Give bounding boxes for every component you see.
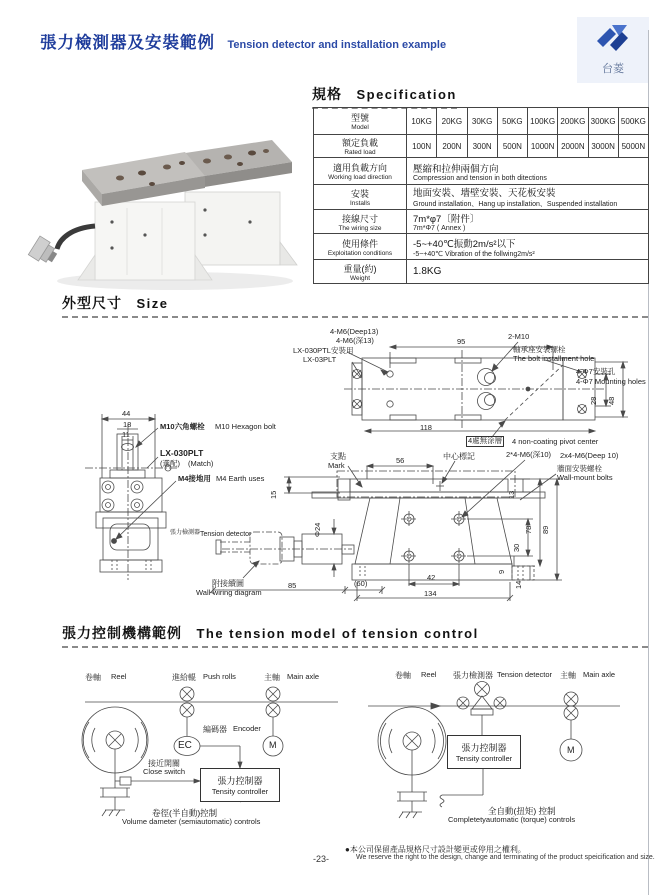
dim-18: 18 xyxy=(123,420,132,429)
right-detector-en: Tension detector xyxy=(497,670,553,679)
left-encoder-en: Encoder xyxy=(233,724,261,733)
model-value: 10KG xyxy=(407,108,437,135)
conditions-value-zh: -5~+40℃振動2m/s²以下 xyxy=(413,238,516,250)
left-controller-zh: 張力控制器 xyxy=(217,776,263,786)
dim-89: 89 xyxy=(541,525,550,534)
model-value: 50KG xyxy=(497,108,527,135)
spec-heading-en: Specification xyxy=(356,87,457,102)
model-value: 200KG xyxy=(558,108,588,135)
wiring-value-en: 7m*Φ7 ( Annex ) xyxy=(413,225,466,232)
row-label-zh: 額定負載 xyxy=(341,138,378,148)
left-encoder-zh: 編碼器 xyxy=(203,725,227,734)
label-holes-zh: 4-Φ7安裝孔 xyxy=(576,367,616,376)
right-reel-en: Reel xyxy=(421,670,437,679)
right-controller-zh: 張力控制器 xyxy=(461,743,507,753)
brand-logo-text: 台菱 xyxy=(602,63,624,75)
spec-heading xyxy=(312,84,457,109)
load-value: 5000N xyxy=(618,135,648,158)
label-lx030ptl: LX-030PTL安裝用 xyxy=(293,346,354,355)
dim-78: 78 xyxy=(524,525,533,534)
row-label-en: Weight xyxy=(350,274,370,282)
label-wiring-en: Wall-wiring diagram xyxy=(196,588,262,597)
row-label-en: The wiring size xyxy=(338,224,382,232)
dim-30: 30 xyxy=(512,543,521,552)
label-lx030plt: LX-030PLT xyxy=(160,448,204,458)
size-heading-zh: 外型尺寸 xyxy=(62,295,122,311)
row-label-en: Working load direction xyxy=(328,174,392,181)
spec-heading-zh: 規格 xyxy=(312,86,342,102)
model-value: 100KG xyxy=(528,108,558,135)
footer-note-en: We reserve the right to the design, change and terminating of the product speicification and size. xyxy=(356,854,655,861)
dim-118: 118 xyxy=(420,423,432,432)
load-value: 300N xyxy=(467,135,497,158)
dim-95: 95 xyxy=(457,337,466,346)
right-caption-zh: 全自動(扭矩) 控制 xyxy=(488,806,556,816)
table-row xyxy=(314,185,649,210)
right-main-zh: 主軸 xyxy=(560,671,576,680)
tension-heading-zh: 張力控制機構範例 xyxy=(62,625,182,641)
left-tension-controller xyxy=(200,768,280,802)
label-holes-en: 4-Φ7 Mounting holes xyxy=(576,377,646,386)
row-label-en: Exploitation conditions xyxy=(327,249,393,257)
tension-heading xyxy=(62,623,648,648)
size-heading xyxy=(62,293,648,318)
row-label-zh: 使用條件 xyxy=(341,238,378,249)
row-label-zh: 安裝 xyxy=(350,189,369,199)
right-caption-en: Completetyautomatic (torque) controls xyxy=(448,815,576,824)
model-value: 300KG xyxy=(588,108,618,135)
spec-table xyxy=(313,107,649,284)
wiring-value-zh: 7m*φ7〔附件〕 xyxy=(413,214,480,225)
dim-42: 42 xyxy=(427,573,436,582)
right-main-en: Main axle xyxy=(583,670,616,679)
page-title-zh: 張力檢測器及安裝範例 xyxy=(40,34,215,52)
label-center-mark: 中心標記 xyxy=(443,452,475,461)
load-value: 500N xyxy=(497,135,527,158)
label-detector-en: Tension detector xyxy=(200,531,252,538)
left-switch-zh: 接近開關 xyxy=(148,759,180,768)
row-label-zh: 接線尺寸 xyxy=(341,213,378,224)
left-push-en: Push rolls xyxy=(203,672,236,681)
model-value: 20KG xyxy=(437,108,467,135)
left-ec-label: EC xyxy=(178,740,192,751)
row-label-zh: 型號 xyxy=(350,113,369,123)
dim-48: 48 xyxy=(607,396,616,405)
label-m4-en: M4 Earth uses xyxy=(216,474,265,483)
label-wiring-zh: 附接續圖 xyxy=(212,579,244,588)
load-value: 2000N xyxy=(558,135,588,158)
size-heading-en: Size xyxy=(136,296,169,311)
dim-phi24: Φ24 xyxy=(313,522,322,537)
dim-14: 14 xyxy=(514,580,523,589)
label-detector-zh: 張力檢測器 xyxy=(170,530,201,536)
dim-56: 56 xyxy=(396,456,405,465)
label-m10-zh: M10六角螺栓 xyxy=(160,422,205,431)
row-label-zh: 適用負載方向 xyxy=(332,163,387,173)
footer-note-zh: ●本公司保留產品規格尺寸設計變更或停用之權利。 xyxy=(345,845,526,854)
label-wall-zh: 牆面安裝螺栓 xyxy=(557,464,602,473)
right-reel-zh: 卷軸 xyxy=(395,671,411,680)
load-value: 100N xyxy=(407,135,437,158)
brand-logo xyxy=(577,17,649,83)
dim-60: (60) xyxy=(354,579,368,588)
table-row xyxy=(314,158,649,185)
model-value: 500KG xyxy=(618,108,648,135)
direction-value-en: Compression and tension in both ditections xyxy=(413,174,547,182)
label-2x4m6-en: 2x4-M6(Deep 10) xyxy=(560,451,619,460)
left-reel-zh: 卷軸 xyxy=(85,673,101,682)
row-label-zh: 重量(約) xyxy=(343,263,377,274)
dim-134: 134 xyxy=(424,589,437,598)
dim-44: 44 xyxy=(122,409,131,418)
label-2m10: 2-M10 xyxy=(508,332,530,341)
table-row xyxy=(314,135,649,158)
left-controller-en: Tensity controller xyxy=(211,787,269,796)
dim-11: 11 xyxy=(122,430,130,439)
weight-value: 1.8KG xyxy=(413,266,442,277)
label-bolt-zh: 軸承座安裝螺栓 xyxy=(513,345,566,354)
tension-heading-en: The tension model of tension control xyxy=(196,626,479,641)
label-match-zh: (選配) xyxy=(160,459,180,468)
page-title-en: Tension detector and installation example xyxy=(227,39,447,51)
left-push-zh: 進給輥 xyxy=(172,673,196,682)
label-lx03plt: LX-03PLT xyxy=(303,355,337,364)
direction-value-zh: 壓縮和拉伸兩個方向 xyxy=(413,163,499,175)
label-mark-en: Mark xyxy=(328,461,345,470)
product-photo xyxy=(28,140,297,290)
row-label-en: Model xyxy=(351,124,369,131)
table-row xyxy=(314,210,649,234)
label-m10-en: M10 Hexagon bolt xyxy=(215,422,276,431)
right-controller-en: Tensity controller xyxy=(455,754,513,763)
brand-logo-icon xyxy=(595,23,631,55)
label-4m6-zh: 4-M6(深13) xyxy=(336,336,374,345)
row-label-en: Installs xyxy=(349,200,371,207)
label-wall-en: Wall-mount bolts xyxy=(557,473,613,482)
load-value: 200N xyxy=(437,135,467,158)
label-4m6-en: 4-M6(Deep13) xyxy=(330,327,379,336)
load-value: 1000N xyxy=(528,135,558,158)
label-noncoat-zh: 4處無涂層 xyxy=(468,436,503,445)
right-detector-zh: 張力檢測器 xyxy=(453,671,493,680)
left-main-zh: 主軸 xyxy=(264,673,280,682)
page-number: -23- xyxy=(313,854,330,864)
load-value: 3000N xyxy=(588,135,618,158)
installs-value-en: Ground installation、Hang up installation、Suspended installation xyxy=(413,201,618,208)
front-view-drawing xyxy=(85,414,282,580)
dim-13: 13 xyxy=(507,490,516,499)
table-row xyxy=(314,108,649,135)
dim-28: 28 xyxy=(589,396,598,405)
label-noncoat-en: 4 non-coating pivot center xyxy=(512,437,599,446)
dim-9: 9 xyxy=(497,569,506,574)
label-bolt-en: The bolt installment hole xyxy=(513,354,595,363)
table-row xyxy=(314,234,649,260)
left-main-en: Main axle xyxy=(287,672,320,681)
conditions-value-en: -5~+40℃ Vibration of the follwing2m/s² xyxy=(413,250,535,258)
left-caption-zh: 卷徑(半自動)控制 xyxy=(152,808,218,818)
left-motor-label: M xyxy=(269,740,277,750)
table-row xyxy=(314,260,649,284)
label-2x4m6-zh: 2*4-M6(深10) xyxy=(506,450,552,459)
right-motor-label: M xyxy=(567,745,575,755)
row-label-en: Rated load xyxy=(344,149,376,156)
label-match-en: (Match) xyxy=(188,459,214,468)
left-switch-en: Close switch xyxy=(143,767,186,776)
right-tension-controller xyxy=(447,735,521,769)
model-value: 30KG xyxy=(467,108,497,135)
page-title xyxy=(40,29,446,53)
left-reel-en: Reel xyxy=(111,672,127,681)
label-m4-zh: M4接地用 xyxy=(178,474,211,483)
label-mark-zh: 支點 xyxy=(330,452,346,461)
left-caption-en: Volume dameter (semiautomatic) controls xyxy=(122,817,261,826)
dim-15: 15 xyxy=(269,490,278,499)
dim-85: 85 xyxy=(288,581,297,590)
installs-value-zh: 地面安裝、墻壁安裝、天花板安裝 xyxy=(413,188,556,199)
